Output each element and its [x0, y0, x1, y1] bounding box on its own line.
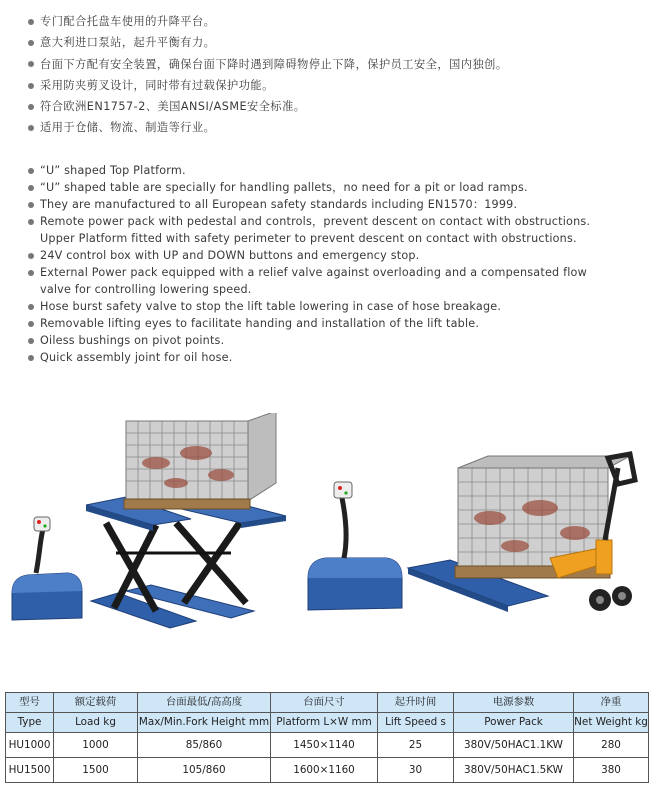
- header-cell: Lift Speed s: [378, 713, 454, 733]
- feature-text: Upper Platform fitted with safety perimeter to prevent descent on contact with obstructions.: [40, 232, 577, 245]
- spec-table: [5, 692, 649, 783]
- en-feature-item: [28, 349, 590, 366]
- en-feature-item: [28, 264, 590, 281]
- header-cell: Type: [6, 713, 54, 733]
- feature-text: External Power pack equipped with a relief valve against overloading and a compensated flow: [40, 266, 587, 279]
- table-cell: 1600×1160: [271, 758, 378, 783]
- table-cell: 380V/50HAC1.1KW: [454, 733, 574, 758]
- header-cell: 电源参数: [454, 693, 574, 713]
- header-cell: Max/Min.Fork Height mm: [138, 713, 271, 733]
- table-cell: 1450×1140: [271, 733, 378, 758]
- feature-text: 24V control box with UP and DOWN buttons and emergency stop.: [40, 249, 420, 262]
- header-cell: 型号: [6, 693, 54, 713]
- header-row-en: [6, 713, 649, 733]
- feature-text: 台面下方配有安全装置，确保台面下降时遇到障碍物停止下降，保护员工安全，国内独创。: [40, 57, 508, 71]
- bullet-icon: [28, 19, 34, 25]
- en-feature-item: [28, 332, 590, 349]
- bullet-icon: [28, 83, 34, 89]
- en-feature-item: [28, 315, 590, 332]
- control-box-icon: [34, 517, 50, 531]
- bullet-icon: [28, 168, 34, 174]
- en-feature-item: [28, 196, 590, 213]
- cn-feature-item: [28, 32, 508, 53]
- table-cell: 105/860: [138, 758, 271, 783]
- bullet-icon: [28, 253, 34, 259]
- bullet-icon: [28, 321, 34, 327]
- feature-text: Quick assembly joint for oil hose.: [40, 351, 233, 364]
- bullet-icon: [28, 219, 34, 225]
- header-cell: Net Weight kg: [574, 713, 649, 733]
- table-cell: 1500: [54, 758, 138, 783]
- scissor-lift: [86, 495, 286, 628]
- table-cell: HU1000: [6, 733, 54, 758]
- bullet-icon: [28, 185, 34, 191]
- en-feature-item: [28, 281, 590, 298]
- table-row: [6, 733, 649, 758]
- bullet-icon: [28, 202, 34, 208]
- header-cell: Load kg: [54, 713, 138, 733]
- en-feature-item: [28, 162, 590, 179]
- header-cell: Platform L×W mm: [271, 713, 378, 733]
- feature-text: 符合欧洲EN1757-2、美国ANSI/ASME安全标准。: [40, 100, 306, 114]
- power-pack-unit: [308, 482, 402, 610]
- header-cell: 起升时间: [378, 693, 454, 713]
- table-cell: 280: [574, 733, 649, 758]
- feature-text: Remote power pack with pedestal and controls，prevent descent on contact with obstructions.: [40, 215, 591, 228]
- bullet-icon: [28, 355, 34, 361]
- en-feature-item: [28, 230, 590, 247]
- feature-text: Removable lifting eyes to facilitate handing and installation of the lift table.: [40, 317, 480, 330]
- cn-feature-item: [28, 96, 508, 117]
- bullet-icon: [28, 104, 34, 110]
- bullet-icon: [28, 270, 34, 276]
- feature-text: 采用防夹剪叉设计，同时带有过载保护功能。: [40, 78, 274, 92]
- wire-cage-pallet: [124, 413, 276, 509]
- feature-text: 意大利进口泵站，起升平衡有力。: [40, 36, 216, 50]
- control-box-icon: [334, 482, 352, 498]
- header-cell: 额定载荷: [54, 693, 138, 713]
- pallet-truck-illustration: [300, 428, 645, 618]
- english-feature-list: [28, 162, 590, 366]
- table-cell: 25: [378, 733, 454, 758]
- feature-text: valve for controlling lowering speed.: [40, 283, 252, 296]
- header-cell: 净重: [574, 693, 649, 713]
- bullet-icon: [28, 125, 34, 131]
- chinese-feature-list: [28, 11, 508, 139]
- en-feature-item: [28, 247, 590, 264]
- table-cell: 1000: [54, 733, 138, 758]
- bullet-icon: [28, 338, 34, 344]
- bullet-icon: [28, 304, 34, 310]
- feature-text: 专门配合托盘车使用的升降平台。: [40, 15, 216, 28]
- feature-text: “U” shaped Top Platform.: [40, 164, 186, 177]
- cn-feature-item: [28, 75, 508, 96]
- en-feature-item: [28, 213, 590, 230]
- bullet-icon: [28, 61, 34, 67]
- power-pack-unit: [12, 517, 82, 620]
- cn-feature-item: [28, 54, 508, 75]
- table-cell: 380V/50HAC1.5KW: [454, 758, 574, 783]
- feature-text: 适用于仓储、物流、制造等行业。: [40, 121, 216, 135]
- feature-text: “U” shaped table are specially for handling pallets，no need for a pit or load ramps.: [40, 181, 528, 194]
- en-feature-item: [28, 179, 590, 196]
- table-cell: 30: [378, 758, 454, 783]
- header-row-cn: [6, 693, 649, 713]
- en-feature-item: [28, 298, 590, 315]
- header-cell: Power Pack: [454, 713, 574, 733]
- cn-feature-item: [28, 117, 508, 138]
- feature-text: They are manufactured to all European safety standards including EN1570：1999.: [40, 198, 518, 211]
- bullet-icon: [28, 40, 34, 46]
- feature-text: Oiless bushings on pivot points.: [40, 334, 225, 347]
- header-cell: 台面尺寸: [271, 693, 378, 713]
- cn-feature-item: [28, 11, 508, 32]
- feature-text: Hose burst safety valve to stop the lift table lowering in case of hose breakage.: [40, 300, 502, 313]
- header-cell: 台面最低/高高度: [138, 693, 271, 713]
- table-cell: HU1500: [6, 758, 54, 783]
- table-cell: 380: [574, 758, 649, 783]
- table-row: [6, 758, 649, 783]
- lift-table-illustration: [6, 413, 296, 638]
- table-cell: 85/860: [138, 733, 271, 758]
